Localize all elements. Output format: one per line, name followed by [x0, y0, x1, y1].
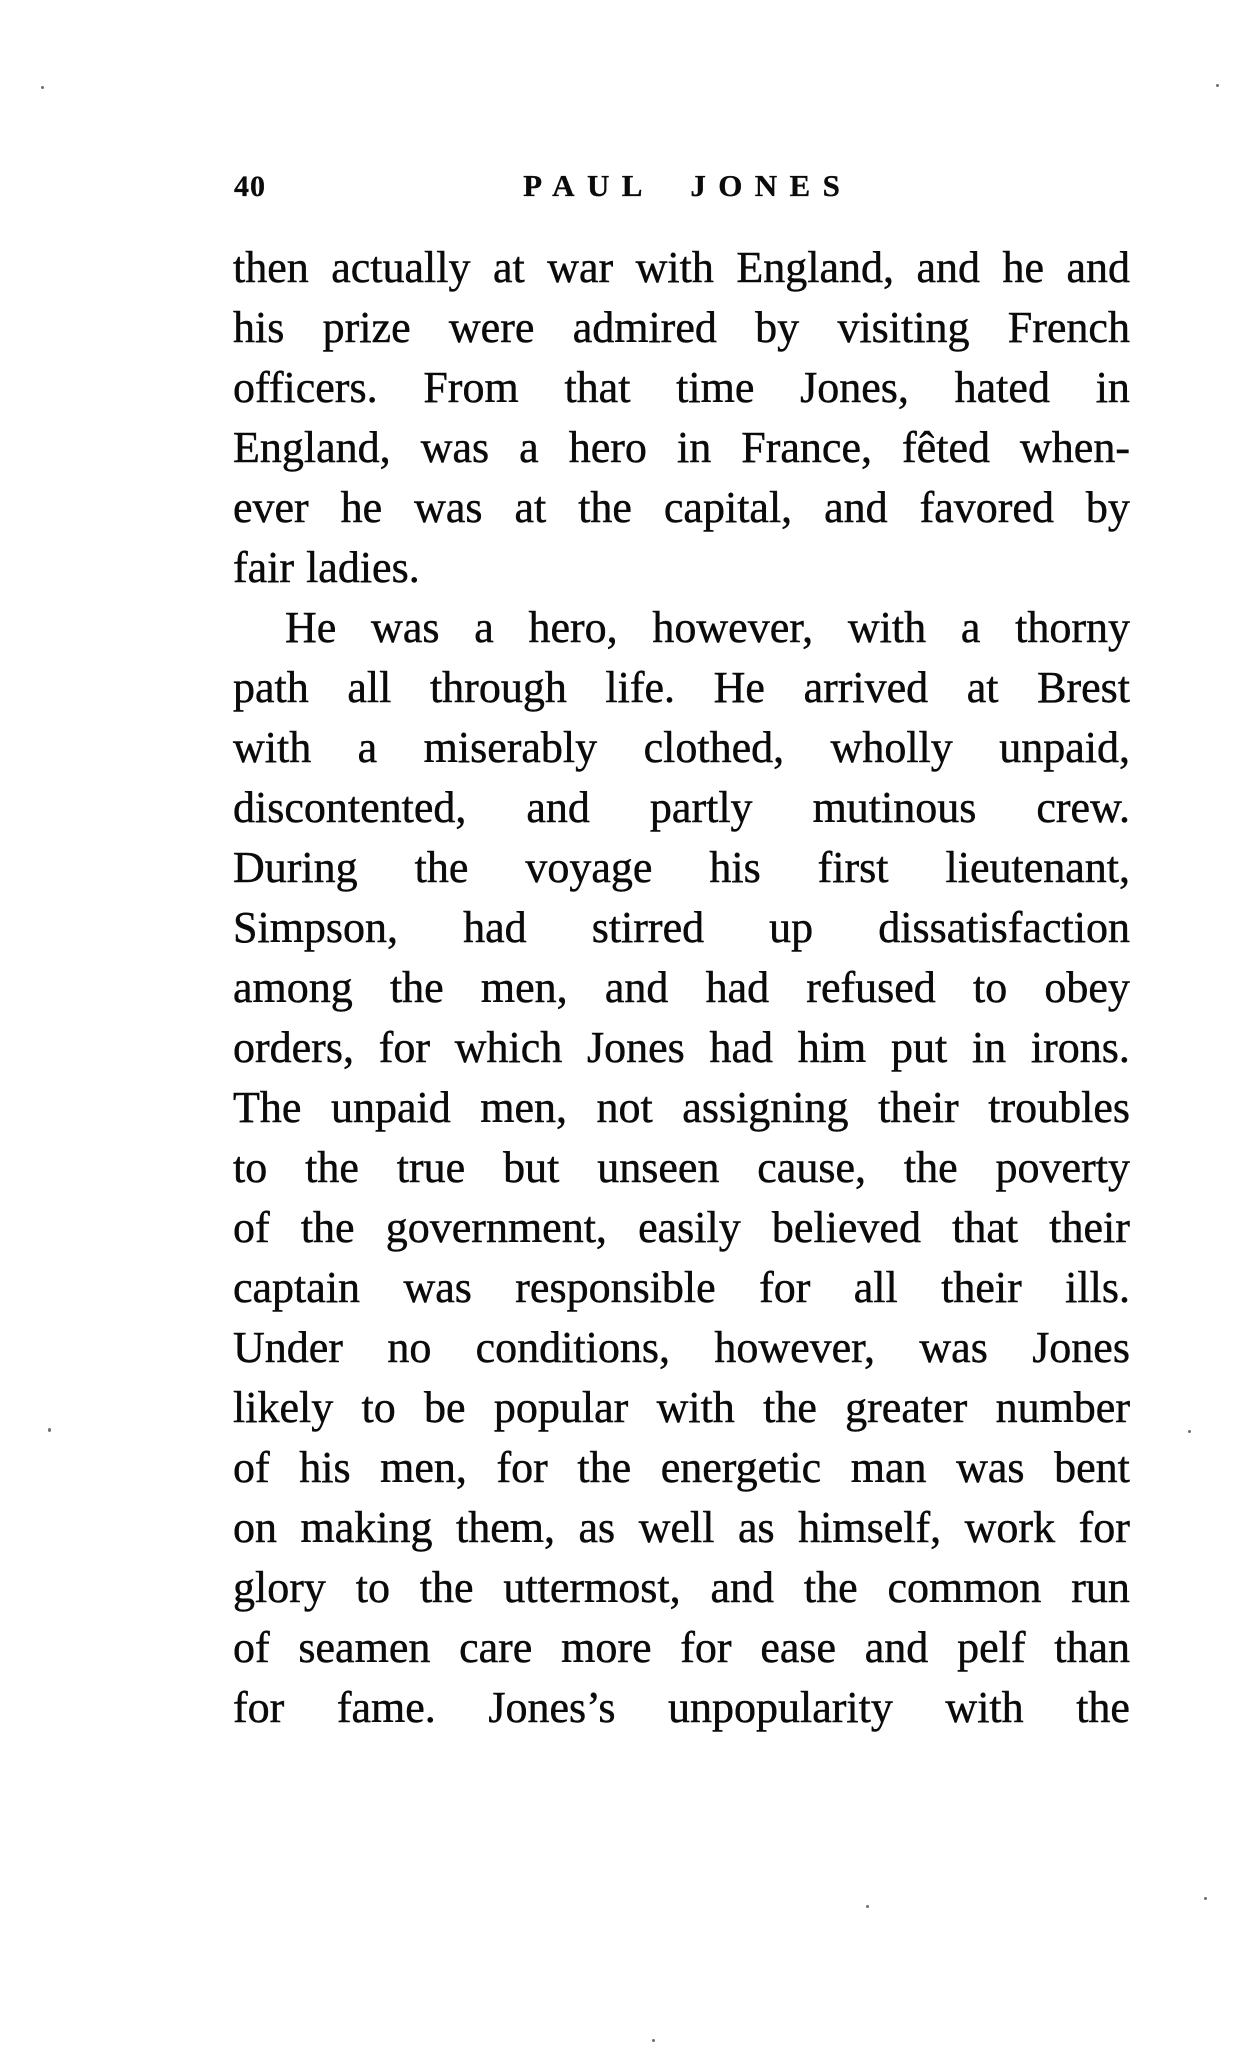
word: clothed, — [643, 723, 785, 772]
word: Brest — [1037, 663, 1130, 712]
word: that — [952, 1203, 1019, 1252]
text-line — [233, 358, 1130, 418]
word: From — [423, 363, 519, 412]
word: at — [514, 483, 547, 532]
word: Jones’s — [488, 1683, 616, 1732]
word: which — [454, 1023, 563, 1072]
word: first — [817, 843, 889, 892]
word: with — [233, 723, 312, 772]
text-line — [233, 1018, 1130, 1078]
scan-speck — [1216, 84, 1219, 87]
word: the — [578, 483, 632, 532]
word: true — [396, 1143, 466, 1192]
page-body — [233, 238, 1130, 1738]
word: a — [357, 723, 378, 772]
word: popular — [493, 1383, 629, 1432]
word: stirred — [591, 903, 705, 952]
word: with — [656, 1383, 735, 1432]
text-line — [233, 538, 1130, 598]
word: with — [635, 243, 714, 292]
word: pelf — [957, 1623, 1026, 1672]
word: glory — [233, 1563, 326, 1612]
word: the — [1076, 1683, 1130, 1732]
word: and — [916, 243, 980, 292]
word: mutinous — [812, 783, 977, 832]
word: them, — [456, 1503, 555, 1552]
text-line — [233, 1258, 1130, 1318]
word: and — [604, 963, 669, 1012]
word: admired — [572, 303, 717, 352]
word: him — [797, 1023, 867, 1072]
word: with — [847, 603, 927, 652]
word: on — [233, 1503, 277, 1552]
word: their — [941, 1263, 1022, 1312]
word: and — [1066, 243, 1130, 292]
word: than — [1054, 1623, 1130, 1672]
word: and — [824, 483, 888, 532]
word: France, — [741, 423, 872, 472]
text-line — [233, 1438, 1130, 1498]
word: captain — [233, 1263, 361, 1312]
word: the — [419, 1563, 474, 1612]
word: were — [448, 303, 535, 352]
word: Jones — [587, 1023, 685, 1072]
word: to — [233, 1143, 268, 1192]
word: more — [561, 1623, 652, 1672]
word: unseen — [597, 1143, 720, 1192]
word: seamen — [298, 1623, 431, 1672]
text-line — [233, 1678, 1130, 1738]
text-line — [233, 1378, 1130, 1438]
word: England, — [233, 423, 391, 472]
word: a — [474, 603, 494, 652]
word: however, — [652, 603, 814, 652]
text-line — [233, 778, 1130, 838]
word: to — [355, 1563, 390, 1612]
text-line — [233, 838, 1130, 898]
word: that — [564, 363, 631, 412]
word: men, — [380, 1443, 467, 1492]
word: was — [403, 1263, 472, 1312]
word: ever — [233, 483, 309, 532]
word: all — [853, 1263, 898, 1312]
word: when- — [1020, 423, 1130, 472]
word: care — [459, 1623, 533, 1672]
text-line — [233, 1138, 1130, 1198]
word: was — [371, 603, 440, 652]
word: at — [492, 243, 525, 292]
word: for — [378, 1023, 431, 1072]
text-line — [233, 658, 1130, 718]
word: and — [526, 783, 590, 832]
word: of — [233, 1203, 270, 1252]
word: hated — [954, 363, 1050, 412]
text-line — [233, 418, 1130, 478]
word: fair — [233, 543, 295, 592]
word: their — [1049, 1203, 1130, 1252]
text-line — [233, 298, 1130, 358]
word: time — [676, 363, 755, 412]
word: was — [420, 423, 490, 472]
word: man — [850, 1443, 927, 1492]
word: war — [547, 243, 614, 292]
word: energetic — [660, 1443, 822, 1492]
word: partly — [649, 783, 753, 832]
text-line — [233, 1498, 1130, 1558]
word: bent — [1054, 1443, 1130, 1492]
word: arrived — [803, 663, 929, 712]
word: During — [233, 843, 358, 892]
word: uttermost, — [503, 1563, 681, 1612]
word: men, — [480, 1083, 567, 1132]
page-number: 40 — [234, 170, 266, 203]
word: lieutenant, — [945, 843, 1130, 892]
word: Jones — [1032, 1323, 1130, 1372]
word: government, — [385, 1203, 607, 1252]
word: easily — [638, 1203, 741, 1252]
word: a — [960, 603, 981, 652]
word: however, — [714, 1323, 876, 1372]
word: actually — [331, 243, 471, 292]
word: discontented, — [233, 783, 467, 832]
word: to — [972, 963, 1008, 1012]
word: men, — [480, 963, 568, 1012]
word: his — [709, 843, 761, 892]
word: was — [414, 483, 483, 532]
scan-speck — [1204, 1897, 1207, 1900]
word: likely — [233, 1383, 334, 1432]
word: well — [638, 1503, 715, 1552]
word: among — [233, 963, 353, 1012]
word: crew. — [1036, 783, 1130, 832]
word: path — [233, 663, 309, 712]
word: life. — [605, 663, 676, 712]
word: in — [1095, 363, 1130, 412]
word: prize — [322, 303, 411, 352]
word: himself, — [798, 1503, 942, 1552]
word: ladies. — [306, 543, 420, 592]
word: unpopularity — [668, 1683, 893, 1732]
word: The — [233, 1083, 302, 1132]
word: capital, — [663, 483, 793, 532]
word: dissatisfaction — [878, 903, 1130, 952]
word: irons. — [1030, 1023, 1130, 1072]
scan-speck — [652, 2039, 655, 2042]
word: as — [737, 1503, 775, 1552]
scan-speck — [48, 1428, 51, 1432]
word: officers. — [233, 363, 378, 412]
word: assigning — [682, 1083, 849, 1132]
word: the — [414, 843, 469, 892]
word: Simpson, — [233, 903, 399, 952]
word: He — [713, 663, 765, 712]
word: with — [945, 1683, 1024, 1732]
word: thorny — [1015, 603, 1130, 652]
word: refused — [806, 963, 936, 1012]
word: obey — [1044, 963, 1130, 1012]
word: then — [233, 243, 309, 292]
word: for — [496, 1443, 548, 1492]
word: for — [233, 1683, 285, 1732]
word: to — [361, 1383, 396, 1432]
word: he — [1002, 243, 1044, 292]
word: French — [1007, 303, 1130, 352]
word: of — [233, 1623, 270, 1672]
word: but — [503, 1143, 560, 1192]
word: as — [578, 1503, 616, 1552]
word: ills. — [1065, 1263, 1130, 1312]
text-line — [233, 478, 1130, 538]
text-line — [233, 1198, 1130, 1258]
text-line — [233, 1318, 1130, 1378]
word: for — [1078, 1503, 1130, 1552]
word: of — [233, 1443, 270, 1492]
word: his — [233, 303, 285, 352]
word: cause, — [757, 1143, 866, 1192]
word: poverty — [995, 1143, 1130, 1192]
word: hero, — [528, 603, 618, 652]
running-header-title: PAUL JONES — [523, 168, 853, 203]
word: by — [755, 303, 800, 352]
word: had — [709, 1023, 774, 1072]
word: by — [1085, 483, 1130, 532]
word: making — [300, 1503, 433, 1552]
text-line — [233, 238, 1130, 298]
word: was — [956, 1443, 1025, 1492]
word: had — [463, 903, 527, 952]
word: not — [596, 1083, 653, 1132]
word: common — [887, 1563, 1042, 1612]
text-line — [233, 1078, 1130, 1138]
word: Under — [233, 1323, 343, 1372]
word: conditions, — [475, 1323, 670, 1372]
word: and — [864, 1623, 929, 1672]
word: wholly — [830, 723, 953, 772]
word: a — [519, 423, 539, 472]
word: run — [1071, 1563, 1130, 1612]
word: fêted — [902, 423, 990, 472]
word: be — [424, 1383, 466, 1432]
word: and — [710, 1563, 774, 1612]
word: visiting — [837, 303, 970, 352]
scan-speck — [866, 1905, 869, 1908]
word: number — [995, 1383, 1130, 1432]
word: for — [680, 1623, 732, 1672]
word: the — [389, 963, 444, 1012]
word: orders, — [233, 1023, 354, 1072]
text-line — [233, 898, 1130, 958]
word: put — [890, 1023, 948, 1072]
word: hero — [568, 423, 647, 472]
word: ease — [760, 1623, 837, 1672]
text-line — [233, 1618, 1130, 1678]
word: the — [903, 1143, 958, 1192]
word: work — [964, 1503, 1056, 1552]
text-line — [233, 1558, 1130, 1618]
word: troubles — [988, 1083, 1130, 1132]
word: in — [676, 423, 712, 472]
word: was — [919, 1323, 988, 1372]
word: unpaid — [330, 1083, 451, 1132]
word: fame. — [336, 1683, 436, 1732]
word: had — [705, 963, 770, 1012]
word: He — [285, 603, 337, 652]
word: all — [347, 663, 392, 712]
word: favored — [919, 483, 1054, 532]
word: their — [878, 1083, 959, 1132]
text-line — [233, 598, 1130, 658]
word: the — [803, 1563, 858, 1612]
word: voyage — [525, 843, 653, 892]
word: for — [759, 1263, 811, 1312]
word: the — [300, 1203, 355, 1252]
text-line — [233, 718, 1130, 778]
word: at — [966, 663, 999, 712]
word: Jones, — [800, 363, 909, 412]
word: through — [429, 663, 567, 712]
word: the — [763, 1383, 817, 1432]
word: no — [387, 1323, 432, 1372]
word: England, — [736, 243, 894, 292]
word: the — [577, 1443, 632, 1492]
word: believed — [771, 1203, 921, 1252]
scan-speck — [41, 86, 44, 89]
word: the — [305, 1143, 359, 1192]
text-line — [233, 958, 1130, 1018]
word: up — [769, 903, 814, 952]
word: miserably — [423, 723, 598, 772]
word: he — [340, 483, 383, 532]
word: his — [299, 1443, 351, 1492]
scan-speck — [1188, 1430, 1191, 1433]
word: unpaid, — [999, 723, 1130, 772]
word: in — [971, 1023, 1007, 1072]
word: greater — [845, 1383, 968, 1432]
word: responsible — [515, 1263, 716, 1312]
